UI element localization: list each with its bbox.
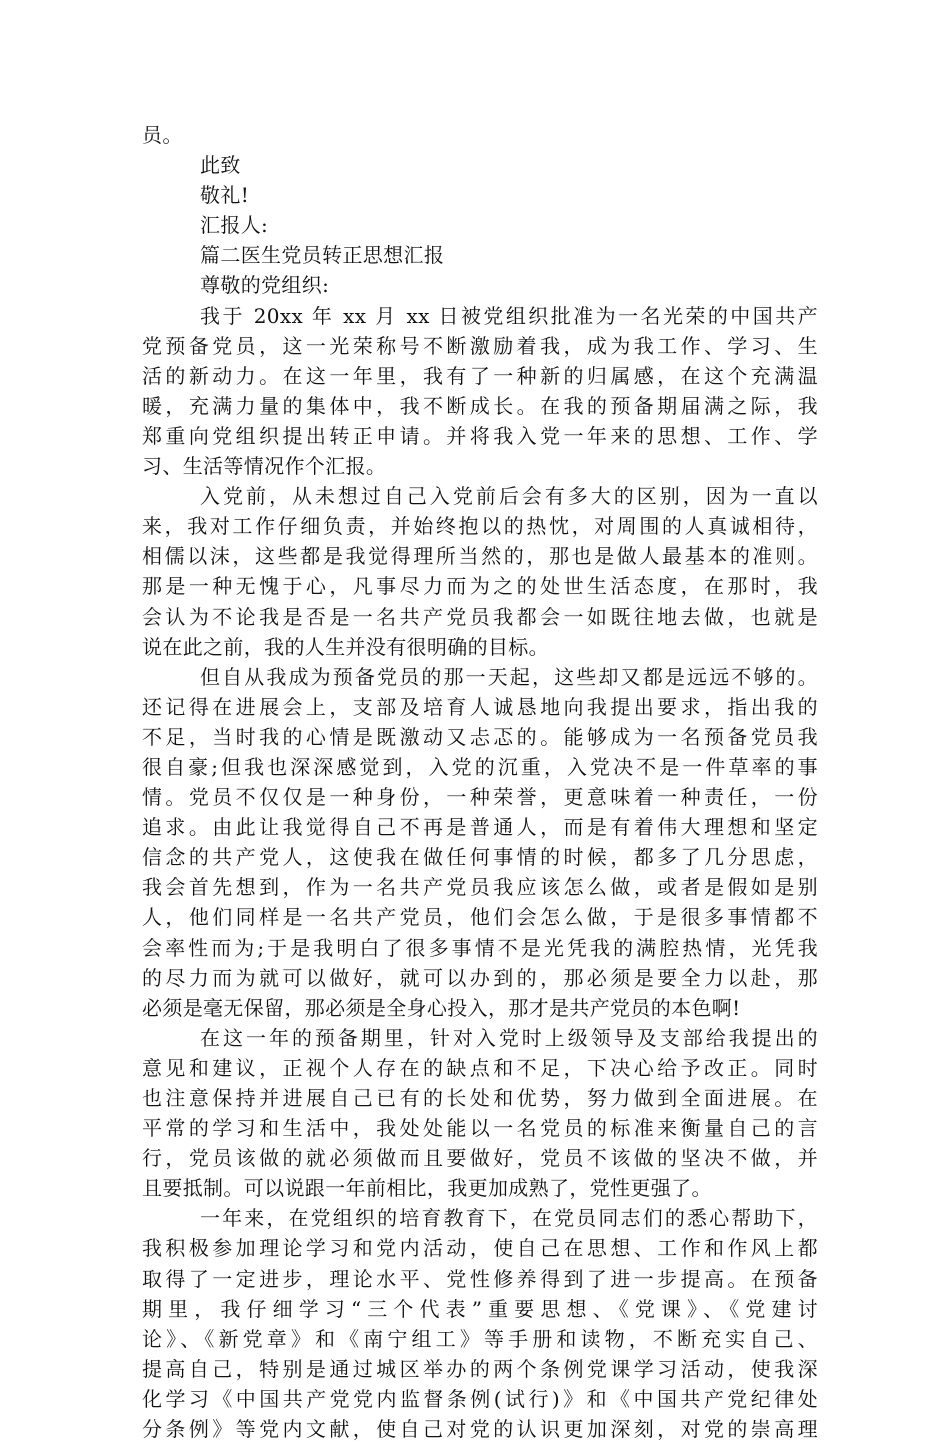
text-line: 篇二医生党员转正思想汇报 <box>200 243 445 268</box>
text-line: 尊敬的党组织: <box>200 273 330 298</box>
text-line: 党预备党员，这一光荣称号不断激励着我，成为我工作、学习、生 <box>142 333 818 358</box>
text-line: 提高自己，特别是通过城区举办的两个条例党课学习活动，使我深 <box>142 1356 818 1381</box>
text-line: 活的新动力。在这一年里，我有了一种新的归属感，在这个充满温 <box>142 363 818 388</box>
text-line: 论》、《新党章》和《南宁组工》等手册和读物，不断充实自己、 <box>142 1326 818 1351</box>
text-line: 期里，我仔细学习“三个代表”重要思想、《党课》、《党建讨 <box>142 1296 818 1321</box>
text-line: 很自豪;但我也深深感觉到，入党的沉重，入党决不是一件草率的事 <box>142 754 818 779</box>
text-line: 人，他们同样是一名共产党员，他们会怎么做，于是很多事情都不 <box>142 905 818 930</box>
text-line: 我会首先想到，作为一名共产党员我应该怎么做，或者是假如是别 <box>142 875 818 900</box>
text-line: 我于 20xx 年 xx 月 xx 日被党组织批准为一名光荣的中国共产 <box>200 303 818 328</box>
text-line: 那是一种无愧于心，凡事尽力而为之的处世生活态度，在那时，我 <box>142 574 818 599</box>
text-line: 但自从我成为预备党员的那一天起，这些却又都是远远不够的。 <box>200 664 818 689</box>
text-line: 平常的学习和生活中，我处处能以一名党员的标准来衡量自己的言 <box>142 1116 818 1141</box>
text-line: 说在此之前，我的人生并没有很明确的目标。 <box>142 634 549 659</box>
text-line: 员。 <box>142 123 183 147</box>
text-line: 汇报人: <box>200 213 269 238</box>
text-line: 相儒以沫，这些都是我觉得理所当然的，那也是做人最基本的准则。 <box>142 544 818 569</box>
text-line: 习、生活等情况作个汇报。 <box>142 454 387 479</box>
text-line: 在这一年的预备期里，针对入党时上级领导及支部给我提出的 <box>200 1025 818 1050</box>
text-line: 且要抵制。可以说跟一年前相比，我更加成熟了，党性更强了。 <box>142 1176 712 1201</box>
text-line: 来，我对工作仔细负责，并始终抱以的热忱，对周围的人真诚相待， <box>142 514 818 539</box>
text-line: 分条例》等党内文献，使自己对党的认识更加深刻，对党的崇高理 <box>142 1417 818 1442</box>
text-line: 取得了一定进步，理论水平、党性修养得到了进一步提高。在预备 <box>142 1266 818 1291</box>
text-line: 意见和建议，正视个人存在的缺点和不足，下决心给予改正。同时 <box>142 1055 818 1080</box>
text-line: 追求。由此让我觉得自己不再是普通人，而是有着伟大理想和坚定 <box>142 815 818 840</box>
text-line: 会认为不论我是否是一名共产党员我都会一如既往地去做，也就是 <box>142 604 818 629</box>
text-line: 还记得在进展会上，支部及培育人诚恳地向我提出要求，指出我的 <box>142 694 818 719</box>
text-line: 信念的共产党人，这使我在做任何事情的时候，都多了几分思虑， <box>142 845 818 870</box>
text-line: 也注意保持并进展自己已有的长处和优势，努力做到全面进展。在 <box>142 1086 818 1110</box>
text-line: 暖，充满力量的集体中，我不断成长。在我的预备期届满之际，我 <box>142 393 818 418</box>
text-line: 会率性而为;于是我明白了很多事情不是光凭我的满腔热情，光凭我 <box>142 935 818 960</box>
text-line: 不足，当时我的心情是既激动又忐忑的。能够成为一名预备党员我 <box>142 724 818 749</box>
text-line: 此致 <box>200 153 241 178</box>
text-line: 郑重向党组织提出转正申请。并将我入党一年来的思想、工作、学 <box>142 423 818 448</box>
text-line: 行，党员该做的就必须做而且要做好，党员不该做的坚决不做，并 <box>142 1146 818 1171</box>
text-line: 敬礼! <box>200 183 250 208</box>
text-line: 必须是毫无保留，那必须是全身心投入，那才是共产党员的本色啊! <box>142 995 741 1020</box>
document-body <box>142 120 818 1444</box>
text-line: 我积极参加理论学习和党内活动，使自己在思想、工作和作风上都 <box>142 1236 818 1261</box>
text-line: 情。党员不仅仅是一种身份，一种荣誉，更意味着一种责任，一份 <box>142 785 818 810</box>
text-line: 的尽力而为就可以做好，就可以办到的，那必须是要全力以赴，那 <box>142 965 818 990</box>
text-line: 入党前，从未想过自己入党前后会有多大的区别，因为一直以 <box>200 484 818 509</box>
text-line: 化学习《中国共产党党内监督条例(试行)》和《中国共产党纪律处 <box>142 1386 818 1411</box>
text-line: 一年来，在党组织的培育教育下，在党员同志们的悉心帮助下， <box>200 1206 818 1231</box>
